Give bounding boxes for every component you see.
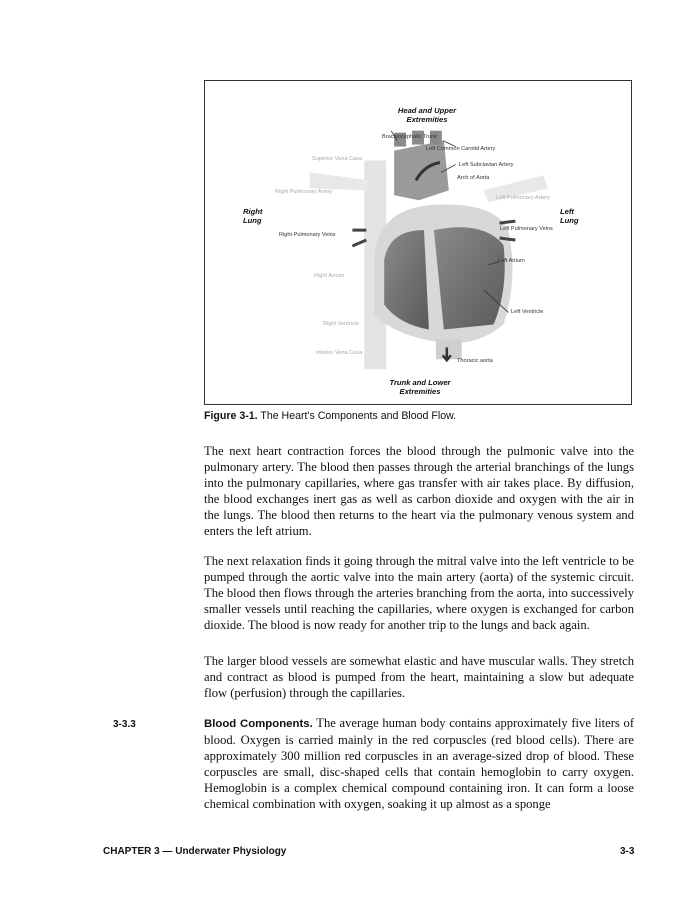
label-right-pulmonary-veins: Right Pulmonary Veins bbox=[279, 232, 336, 238]
label-right-pulmonary-artery: Right Pulmonary Artery bbox=[275, 189, 333, 195]
figure-heart-diagram bbox=[204, 80, 632, 405]
footer-chapter-title: CHAPTER 3 — Underwater Physiology bbox=[103, 846, 287, 857]
paragraph-pulmonary-circulation: The next heart contraction forces the blood through the pulmonic valve into the pulmonary artery. The blood then passes through the arterial branchings of the lungs into the pulmonary capillaries, where gas transfer with air takes place. By diffusion, the blood exchanges inert gas as well as carbon dioxide and oxygen with the air in the lungs. The blood then returns to the heart via the pulmonary venous system and enters the left atrium. bbox=[204, 444, 634, 538]
footer-page-number: 3-3 bbox=[620, 846, 635, 857]
figure-caption-number: Figure 3-1. bbox=[204, 410, 258, 422]
figure-caption bbox=[204, 410, 456, 422]
label-arch-of-aorta: Arch of Aorta bbox=[457, 175, 490, 181]
section-blood-components bbox=[204, 716, 634, 812]
label-left-pulmonary-veins: Left Pulmonary Veins bbox=[500, 226, 553, 232]
label-right-lung: Right Lung bbox=[243, 207, 263, 225]
label-left-pulmonary-artery: Left Pulmonary Artery bbox=[496, 195, 550, 201]
label-trunk-lower: Trunk and Lower Extremities bbox=[389, 378, 451, 396]
paragraph-blood-vessels: The larger blood vessels are somewhat elastic and have muscular walls. They stretch and contract as blood is pumped from the heart, maintaining a slow but adequate flow (perfusion) through the capillaries. bbox=[204, 654, 634, 700]
paragraph-systemic-circulation: The next relaxation finds it going through the mitral valve into the left ventricle to be pumped through the aortic valve into the main artery (aorta) of the systemic circuit. The blood then flows through the arteries branching from the aorta, into successively smaller vessels until reaching the capillaries, where oxygen is exchanged for carbon dioxide. The blood is now ready for another trip to the lungs and back again. bbox=[204, 554, 634, 632]
label-left-ventricle: Left Ventricle bbox=[511, 309, 544, 315]
section-title: Blood Components. bbox=[204, 718, 313, 730]
figure-caption-text: The Heart's Components and Blood Flow. bbox=[260, 410, 457, 422]
section-number: 3-3.3 bbox=[113, 719, 136, 730]
label-right-atrium: Right Atrium bbox=[314, 273, 345, 279]
left-chambers bbox=[434, 227, 505, 329]
label-left-lung: Left Lung bbox=[560, 207, 579, 225]
label-right-ventricle: Right Ventricle bbox=[323, 321, 360, 327]
section-text: The average human body contains approximately five liters of blood. Oxygen is carried mainly in the red corpuscles (red blood cells). There are approximately 300 million red corpuscles in an average-sized drop of blood. These corpuscles are small, disc-shaped cells that contain hemoglobin to carry oxygen. Hemoglobin is a complex chemical compound containing iron. It can form a loose chemical combination with oxygen, soaking it up almost as a sponge bbox=[204, 716, 635, 811]
label-inferior-vena-cava: Inferior Vena Cava bbox=[316, 350, 363, 356]
heart-illustration bbox=[205, 81, 631, 404]
label-left-common-carotid: Left Common Carotid Artery bbox=[426, 146, 496, 152]
label-brachiocephalic-trunk: Brachiocephalic Trunk bbox=[382, 134, 438, 140]
label-superior-vena-cava: Superior Vena Cava bbox=[312, 156, 363, 162]
label-head-upper: Head and Upper Extremities bbox=[397, 106, 457, 124]
label-thoracic-aorta: Thoracic aorta bbox=[457, 358, 493, 364]
label-left-subclavian: Left Subclavian Artery bbox=[459, 162, 514, 168]
label-left-atrium: Left Atrium bbox=[498, 258, 525, 264]
